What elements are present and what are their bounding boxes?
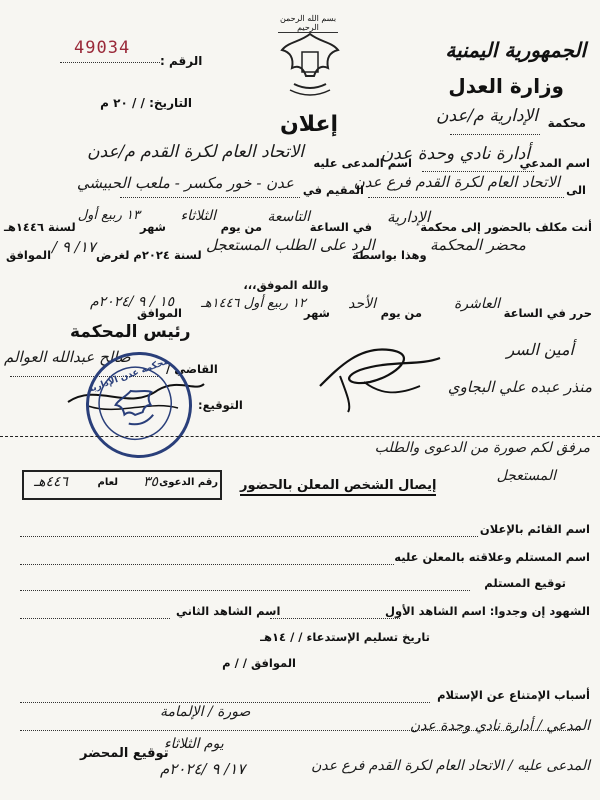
country-name: الجمهورية اليمنية	[445, 38, 586, 62]
plaintiff-label: اسم المدعي	[519, 156, 590, 170]
recipient-label: اسم المستلم وعلاقته بالمعلن عليه	[394, 550, 590, 564]
issued-month: ١٢ ربيع أول ١٤٤٦هـ	[200, 296, 306, 311]
announcer-label: اسم القائم بالإعلان	[479, 522, 590, 536]
stamp-text: محكمة عدن الإدارية	[86, 356, 171, 396]
judge-value: صالح عبدالله العوالم	[4, 348, 131, 366]
issued-day-label: من يوم	[380, 306, 422, 320]
year-value: ٤٤٦هـ	[34, 474, 69, 490]
defendant-label: اسم المدعى عليه	[313, 156, 412, 170]
via-label: وهذا بواسطة	[352, 248, 427, 262]
defendant-value: الاتحاد العام لكرة القدم م/عدن	[87, 142, 304, 162]
basmala: بسم الله الرحمن الرحيم	[279, 14, 337, 32]
chief-title: رئيس المحكمة	[70, 322, 191, 342]
bottom-note-2: يوم الثلاثاء	[164, 736, 224, 752]
year-label: لعام	[97, 477, 118, 488]
summons-label: أنت مكلف بالحضور إلى محكمة	[420, 220, 592, 234]
corresponding-label: الموافق	[6, 248, 52, 262]
bottom-date: ١٧/ ٩ /٢٠٢٤م	[160, 760, 246, 778]
clerk-signature	[300, 336, 450, 416]
delivery-corr-label: الموافق / / م	[222, 656, 296, 670]
case-label: رقم الدعوى	[159, 477, 218, 488]
plaintiff-value: أدارة نادي وحدة عدن	[380, 144, 530, 164]
hijri-year: لسنة ١٤٤٦هـ	[4, 220, 76, 234]
receipt-title: إيصال الشخص المعلن بالحضور	[240, 478, 436, 496]
to-label: الى	[566, 183, 586, 197]
bottom-plaintiff: المدعي / أدارة نادي وحدة عدن	[409, 718, 590, 734]
attachment-line-2: المستعجل	[496, 468, 556, 484]
court-label: محكمة	[547, 116, 586, 130]
summons-court: الإدارية	[386, 208, 430, 226]
day-label: من يوم	[220, 220, 262, 234]
attachment-line-1: مرفق لكم صورة من الدعوى والطلب	[374, 440, 590, 456]
judge-label: القاضي /	[166, 362, 218, 376]
resident-value: عدن - خور مكسر - ملعب الحبيشي	[76, 174, 294, 192]
date-label: التاريخ: / / ٢٠ م	[100, 96, 192, 110]
republic-emblem	[280, 28, 340, 100]
process-server-signature: توقيع المحضر	[80, 746, 169, 761]
issued-date: ١٥ / ٩ /٢٠٢٤م	[90, 294, 175, 310]
witnesses-label: الشهود إن وجدوا: اسم الشاهد الأول	[384, 604, 590, 618]
corresponding-value: ١٧/ ٩ /	[52, 238, 96, 256]
purpose-label: لسنة ٢٠٢٤م لغرض	[96, 248, 202, 262]
delivery-date-label: تاريخ تسليم الإستدعاء / / ١٤هـ	[260, 630, 430, 644]
closing-text: والله الموفق،،،	[243, 278, 329, 292]
clerk-title: أمين السر	[506, 340, 574, 359]
purpose-value: الرد على الطلب المستعجل	[206, 236, 375, 254]
issued-corr-label: الموافق	[136, 306, 182, 320]
via-value: محضر المحكمة	[430, 236, 526, 254]
signature-label: التوقيع:	[198, 398, 243, 412]
issued-hour: العاشرة	[454, 296, 500, 312]
recipient-signature-label: توقيع المستلم	[484, 576, 566, 590]
summons-hour: التاسعة	[267, 209, 310, 225]
case-number-box	[22, 470, 222, 500]
issued-day: الأحد	[348, 296, 376, 312]
witness-2-label: اسم الشاهد الثاني	[176, 604, 281, 618]
bottom-note-1: صورة / الإلمامة	[160, 704, 251, 720]
issued-month-label: شهر	[303, 306, 330, 320]
reference-number: 49034	[74, 38, 131, 58]
to-value: الاتحاد العام لكرة القدم فرع عدن	[353, 173, 560, 191]
hour-label: في الساعة	[309, 220, 372, 234]
issued-label: حرر في الساعة	[503, 306, 592, 320]
court-value: الإدارية م/عدن	[436, 106, 538, 126]
number-label: الرقم :	[160, 54, 203, 68]
case-value: ٣٥	[142, 474, 158, 490]
summons-day: الثلاثاء	[180, 208, 216, 224]
resident-label: المقيم في	[302, 183, 364, 197]
refusal-label: أسباب الإمتناع عن الإستلام	[437, 688, 590, 702]
month-label: شهر	[139, 220, 166, 234]
clerk-name: منذر عبده علي البجاوي	[447, 378, 592, 396]
bottom-defendant: المدعى عليه / الاتحاد العام لكرة القدم فرع عدن	[311, 758, 590, 774]
ministry-name: وزارة العدل	[448, 74, 564, 98]
document-title: إعلان	[280, 112, 339, 137]
summons-month: ١٣ ربيع أول	[77, 208, 140, 223]
